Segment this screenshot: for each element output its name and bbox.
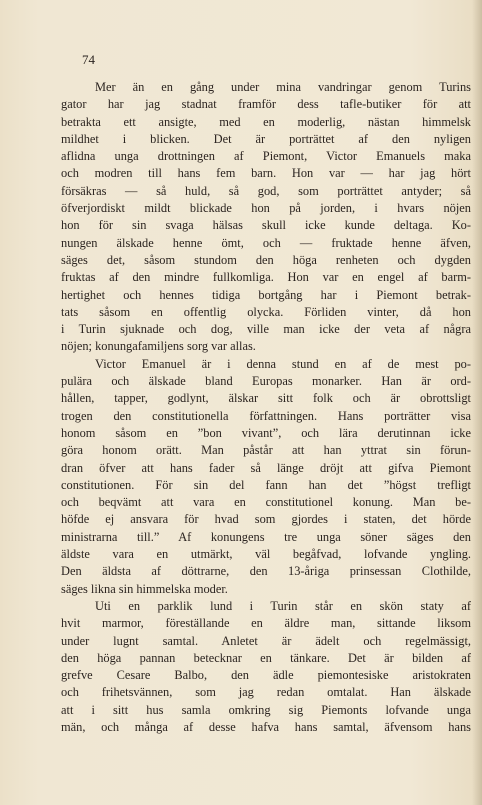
text-line: hertighet och hennes tidiga bortgång har i Piemont betrak- (61, 287, 471, 302)
text-line: och frihetsvännen, som jag redan omtalat. Han älskade (61, 685, 471, 700)
text-line: nungen älskade henne ömt, och — fruktade henne äfven, (61, 235, 471, 250)
text-line: mildhet i blicken. Det är porträttet af den nyligen (61, 131, 471, 146)
text-line: och modren till hans fem barn. Hon var — har jag hört (61, 166, 471, 181)
text-line: den höga pannan betecknar en tänkare. Det är bilden af (61, 650, 471, 665)
text-line: och beqvämt att vara en constitutionel konung. Man be- (61, 495, 471, 510)
text-line: försäkras — så huld, så god, som porträttet antyder; så (61, 183, 471, 198)
text-line: nöjen; konungafamiljens sorg var allas. (61, 339, 256, 354)
text-line: hållen, tapper, godlynt, älskar sitt folk och är obrottsligt (61, 391, 471, 406)
text-line: Victor Emanuel är i denna stund en af de mest po- (95, 356, 471, 371)
body-text (61, 79, 471, 736)
text-line: ministrarna till.” Af konungens tre unga söner säges den (61, 529, 471, 544)
text-line: pulära och älskade bland Europas monarker. Han är ord- (61, 374, 471, 389)
text-line: betrakta ett ansigte, med en moderlig, nästan himmelsk (61, 114, 471, 129)
text-line: i Turin sjuknade och dog, ville man icke der veta af några (61, 322, 471, 337)
text-line: dran öfver att hans fader så länge dröjt att gifva Piemont (61, 460, 471, 475)
text-line: Den äldsta af döttrarne, den 13-åriga prinsessan Clothilde, (61, 564, 471, 579)
text-line: hon för sin svaga hälsas skull icke kunde deltaga. Ko- (61, 218, 471, 233)
text-line: öfverjordiskt mildt blickade hon på jorden, i hvars nöjen (61, 201, 471, 216)
text-line: honom såsom en ”bon vivant”, och lära derutinnan icke (61, 425, 471, 440)
text-line: hvit marmor, föreställande en äldre man, sittande liksom (61, 616, 471, 631)
text-line: Uti en parklik lund i Turin står en skön staty af (95, 598, 471, 613)
page-number: 74 (82, 52, 95, 67)
text-line: trogen den constitutionella författningen. Hans porträtter visa (61, 408, 471, 423)
text-line: höfde ej ansvara för hvad som gjordes i staten, det hörde (61, 512, 471, 527)
text-line: tats såsom en offentlig olycka. Förliden vinter, då hon (61, 304, 471, 319)
text-line: att i sitt hus samla omkring sig Piemonts lofvande unga (61, 702, 471, 717)
text-line: fruktas af den mindre fullkomliga. Hon var en engel af barm- (61, 270, 471, 285)
text-line: grefve Cesare Balbo, den ädle piemontesiske aristokraten (61, 668, 471, 683)
text-line: aflidna unga drottningen af Piemont, Victor Emanuels maka (61, 149, 471, 164)
text-line: säges det, såsom stundom den höga renheten och dygden (61, 252, 471, 267)
text-line: constitutionen. För sin del fann han det ”högst trefligt (61, 477, 471, 492)
text-line: män, och många af desse hafva hans samtal, äfvensom hans (61, 719, 471, 734)
page-edge-shadow (472, 0, 482, 805)
text-line: under lugnt samtal. Anletet är ädelt och regelmässigt, (61, 633, 471, 648)
text-line: säges likna sin himmelska moder. (61, 581, 228, 596)
text-line: göra honom orätt. Man påstår att han yttrat sin förun- (61, 443, 471, 458)
text-line: Mer än en gång under mina vandringar genom Turins (95, 80, 471, 94)
text-line: äldste vara en utmärkt, väl begåfvad, lofvande yngling. (61, 547, 471, 562)
text-line: gator har jag stadnat framför dess tafle-butiker för att (61, 97, 471, 112)
